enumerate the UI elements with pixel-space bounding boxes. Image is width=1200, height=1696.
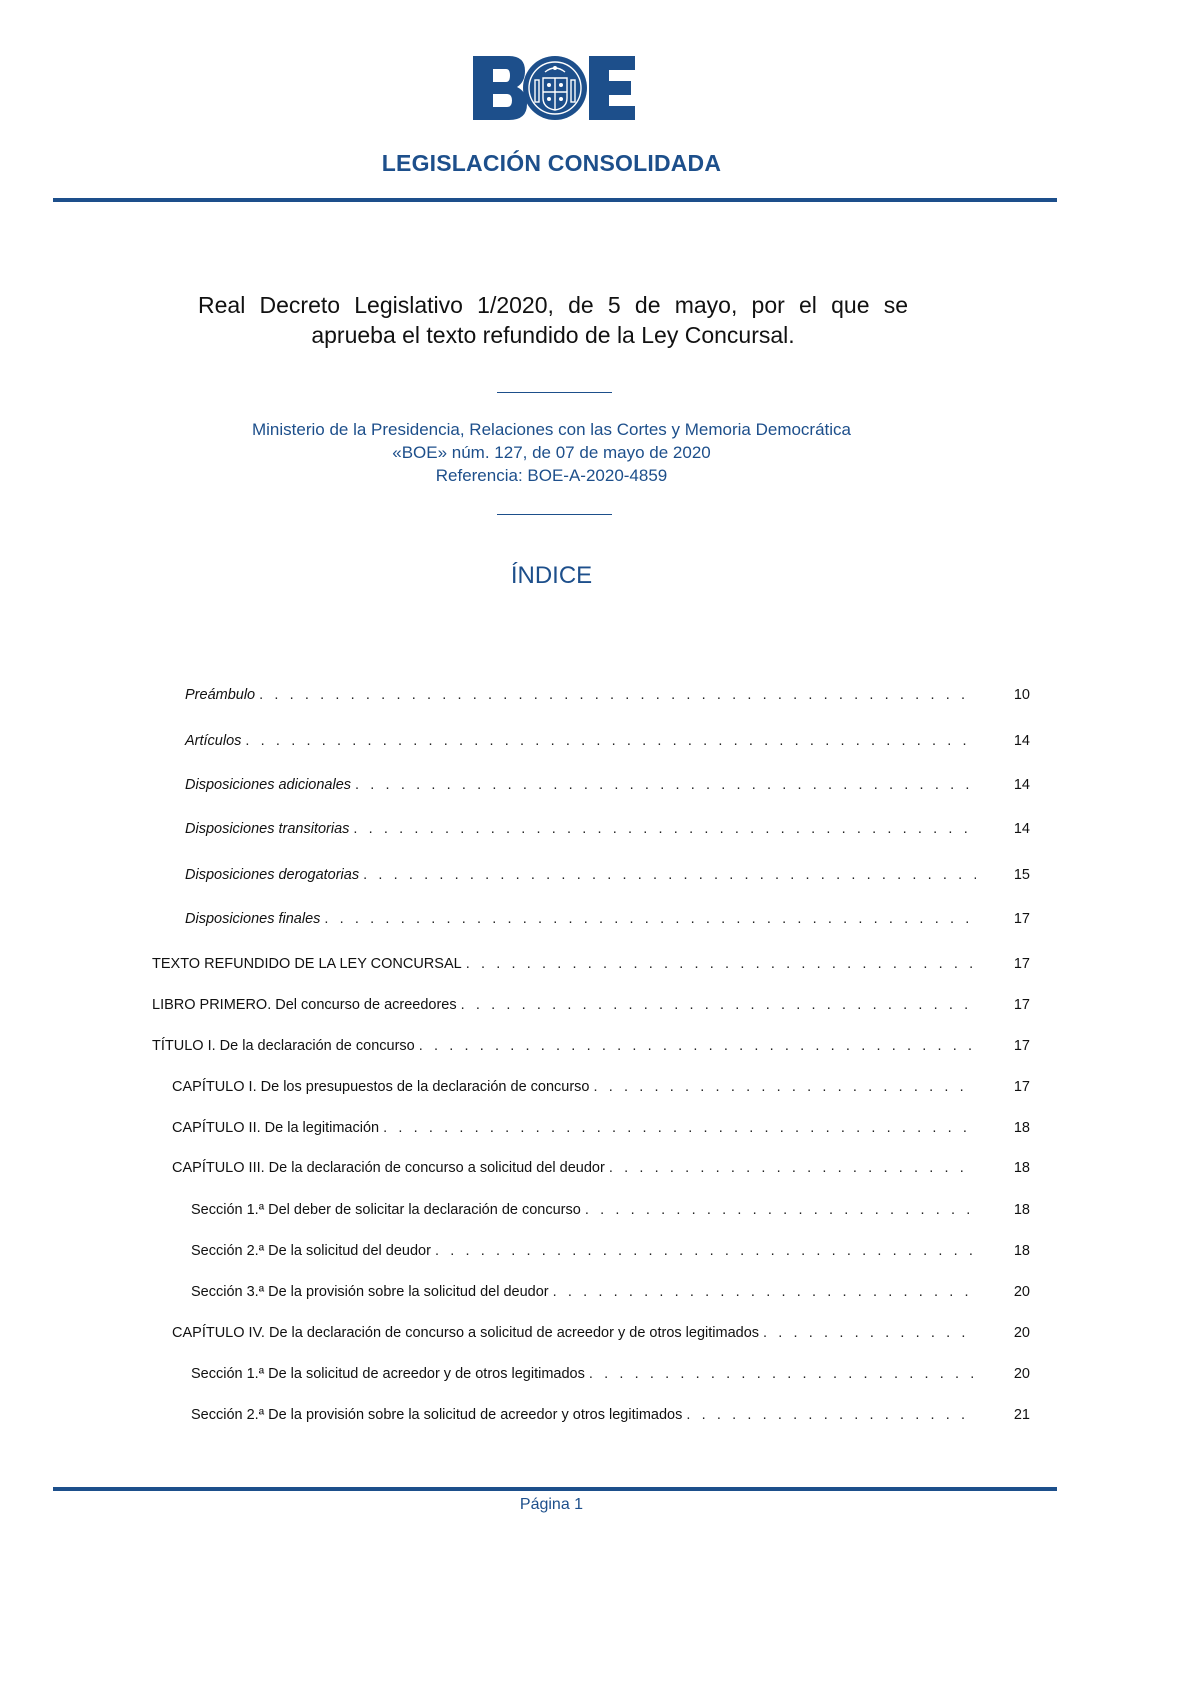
document-title-line-2: aprueba el texto refundido de la Ley Concursal. bbox=[311, 322, 795, 348]
boe-number: «BOE» núm. 127, de 07 de mayo de 2020 bbox=[392, 443, 711, 462]
reference-code: Referencia: BOE-A-2020-4859 bbox=[435, 466, 668, 485]
toc-leader bbox=[259, 685, 976, 705]
toc-leader bbox=[686, 1405, 976, 1425]
toc-entry-label: Preámbulo bbox=[185, 687, 256, 703]
toc-entry[interactable] bbox=[152, 995, 1030, 1015]
page-number: Página 1 bbox=[519, 1496, 584, 1513]
toc-leader bbox=[461, 995, 976, 1015]
toc-leader bbox=[466, 954, 976, 974]
toc-entry-page: 17 bbox=[1013, 1038, 1030, 1054]
toc-entry-label: Sección 1.ª Del deber de solicitar la declaración de concurso bbox=[191, 1202, 581, 1218]
toc-entry[interactable] bbox=[172, 1323, 1030, 1343]
toc-entry-page: 17 bbox=[1013, 911, 1030, 927]
document-title-line-1: Real Decreto Legislativo 1/2020, de 5 de mayo, por el que se bbox=[198, 292, 908, 318]
footer-rule bbox=[53, 1487, 1057, 1491]
toc-entry[interactable] bbox=[191, 1241, 1030, 1261]
toc-entry[interactable] bbox=[172, 1077, 1030, 1097]
boe-logo bbox=[473, 56, 635, 120]
toc-entry-page: 10 bbox=[1013, 687, 1030, 703]
toc-entry-page: 14 bbox=[1013, 777, 1030, 793]
toc-entry[interactable] bbox=[185, 909, 1030, 929]
toc-entry-page: 15 bbox=[1013, 867, 1030, 883]
toc-entry[interactable] bbox=[191, 1282, 1030, 1302]
toc-leader bbox=[589, 1364, 976, 1384]
document-metadata bbox=[0, 418, 1103, 487]
toc-leader bbox=[383, 1118, 976, 1138]
toc-entry-page: 17 bbox=[1013, 997, 1030, 1013]
toc-entry-page: 14 bbox=[1013, 733, 1030, 749]
toc-leader bbox=[363, 865, 976, 885]
toc-entry-page: 18 bbox=[1013, 1160, 1030, 1176]
toc-entry[interactable] bbox=[191, 1200, 1030, 1220]
toc-entry-label: CAPÍTULO I. De los presupuestos de la declaración de concurso bbox=[172, 1079, 590, 1095]
toc-entry-page: 17 bbox=[1013, 956, 1030, 972]
toc-entry-label: Disposiciones adicionales bbox=[185, 777, 352, 793]
toc-entry-page: 17 bbox=[1013, 1079, 1030, 1095]
toc-entry[interactable] bbox=[152, 1036, 1030, 1056]
toc-leader bbox=[553, 1282, 976, 1302]
toc-leader bbox=[594, 1077, 977, 1097]
toc-entry-label: CAPÍTULO IV. De la declaración de concurso a solicitud de acreedor y de otros legitimados bbox=[172, 1325, 760, 1341]
toc-entry-label: CAPÍTULO III. De la declaración de concurso a solicitud del deudor bbox=[172, 1160, 605, 1176]
ministry-name: Ministerio de la Presidencia, Relaciones con las Cortes y Memoria Democrática bbox=[251, 420, 852, 439]
toc-entry[interactable] bbox=[185, 819, 1030, 839]
toc-entry-page: 20 bbox=[1013, 1325, 1030, 1341]
toc-entry[interactable] bbox=[185, 775, 1030, 795]
toc-leader bbox=[435, 1241, 976, 1261]
separator-bottom bbox=[497, 514, 612, 515]
toc-entry[interactable] bbox=[152, 954, 1030, 974]
header-rule bbox=[53, 198, 1057, 202]
toc-entry-label: Sección 2.ª De la solicitud del deudor bbox=[191, 1243, 431, 1259]
toc-leader bbox=[245, 731, 976, 751]
toc-entry-label: Sección 1.ª De la solicitud de acreedor y de otros legitimados bbox=[191, 1366, 585, 1382]
toc-entry-page: 20 bbox=[1013, 1366, 1030, 1382]
toc-leader bbox=[419, 1036, 976, 1056]
toc-entry[interactable] bbox=[172, 1158, 1030, 1178]
toc-entry-label: Disposiciones finales bbox=[185, 911, 321, 927]
document-title bbox=[198, 290, 908, 350]
toc-entry-label: LIBRO PRIMERO. Del concurso de acreedores bbox=[152, 997, 457, 1013]
toc-entry-page: 18 bbox=[1013, 1243, 1030, 1259]
toc-leader bbox=[355, 775, 976, 795]
toc-entry-label: Sección 2.ª De la provisión sobre la solicitud de acreedor y otros legitimados bbox=[191, 1407, 683, 1423]
toc-entry[interactable] bbox=[185, 685, 1030, 705]
toc-entry-page: 20 bbox=[1013, 1284, 1030, 1300]
toc-entry-label: Artículos bbox=[185, 733, 242, 749]
toc-entry-label: Disposiciones transitorias bbox=[185, 821, 350, 837]
toc-entry-label: CAPÍTULO II. De la legitimación bbox=[172, 1120, 380, 1136]
header-title: LEGISLACIÓN CONSOLIDADA bbox=[381, 150, 722, 176]
toc-entry-label: Sección 3.ª De la provisión sobre la solicitud del deudor bbox=[191, 1284, 549, 1300]
toc-entry-page: 18 bbox=[1013, 1202, 1030, 1218]
toc-leader bbox=[324, 909, 976, 929]
toc-entry-page: 14 bbox=[1013, 821, 1030, 837]
toc-entry[interactable] bbox=[191, 1364, 1030, 1384]
toc-entry-page: 18 bbox=[1013, 1120, 1030, 1136]
index-heading: ÍNDICE bbox=[510, 562, 593, 589]
toc-leader bbox=[763, 1323, 976, 1343]
toc-entry[interactable] bbox=[185, 865, 1030, 885]
toc-leader bbox=[609, 1158, 976, 1178]
separator-top bbox=[497, 392, 612, 393]
toc-entry-label: TÍTULO I. De la declaración de concurso bbox=[152, 1038, 415, 1054]
toc-leader bbox=[353, 819, 976, 839]
toc-entry[interactable] bbox=[191, 1405, 1030, 1425]
toc-entry-label: TEXTO REFUNDIDO DE LA LEY CONCURSAL bbox=[152, 956, 462, 972]
toc-entry-page: 21 bbox=[1013, 1407, 1030, 1423]
toc-leader bbox=[585, 1200, 976, 1220]
toc-entry[interactable] bbox=[185, 731, 1030, 751]
toc-entry-label: Disposiciones derogatorias bbox=[185, 867, 360, 883]
toc-entry[interactable] bbox=[172, 1118, 1030, 1138]
